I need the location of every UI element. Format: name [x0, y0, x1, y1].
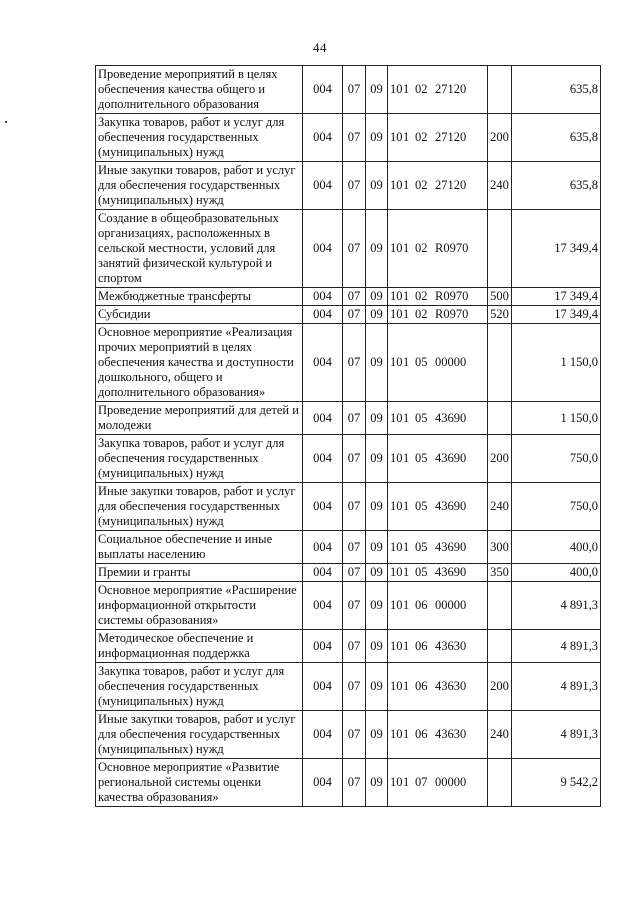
target-article-part: 1	[403, 355, 410, 369]
target-article-part: 05	[415, 539, 428, 554]
admin-code-cell: 004	[303, 114, 343, 162]
target-article-part: 00000	[435, 355, 467, 369]
expense-type-cell: 240	[488, 162, 512, 210]
margin-mark	[5, 121, 7, 123]
subsection-code-cell: 09	[366, 483, 388, 531]
target-article-part: 1	[403, 289, 410, 303]
row-name-cell: Закупка товаров, работ и услуг для обеспечения государственных (муниципальных) нужд	[96, 435, 303, 483]
target-article-part: 10	[390, 565, 403, 579]
target-article-part: 05	[415, 410, 428, 425]
section-code-cell: 07	[343, 483, 366, 531]
table-row	[96, 531, 601, 564]
expense-type-cell: 240	[488, 483, 512, 531]
subsection-code-cell: 09	[366, 435, 388, 483]
row-name-cell: Основное мероприятие «Реализация прочих мероприятий в целях обеспечения качества и доступности дошкольного, общего и дополнительного образования»	[96, 324, 303, 402]
target-article-cell	[388, 435, 488, 483]
target-article-part: 06	[415, 679, 428, 693]
row-name-cell: Основное мероприятие «Расширение информационной открытости системы образования»	[96, 582, 303, 630]
amount-cell: 4 891,3	[512, 663, 601, 711]
subsection-code-cell: 09	[366, 210, 388, 288]
table-body	[96, 66, 601, 807]
table-row	[96, 630, 601, 663]
table-row	[96, 663, 601, 711]
admin-code-cell: 004	[303, 288, 343, 306]
target-article-part: 1	[403, 451, 410, 465]
table-row	[96, 114, 601, 162]
expense-type-cell: 200	[488, 663, 512, 711]
target-article-cell	[388, 531, 488, 564]
target-article-part: 02	[415, 307, 428, 321]
expense-type-cell: 300	[488, 531, 512, 564]
target-article-part: 10	[390, 241, 403, 255]
amount-cell: 635,8	[512, 114, 601, 162]
target-article-cell	[388, 564, 488, 582]
target-article-part: 10	[390, 679, 403, 693]
expense-type-cell: 500	[488, 288, 512, 306]
row-name-cell: Закупка товаров, работ и услуг для обеспечения государственных (муниципальных) нужд	[96, 663, 303, 711]
row-name-cell: Межбюджетные трансферты	[96, 288, 303, 306]
target-article-part: 43690	[435, 410, 467, 425]
section-code-cell: 07	[343, 210, 366, 288]
expense-type-cell: 200	[488, 435, 512, 483]
table-row	[96, 564, 601, 582]
target-article-part: 05	[415, 499, 428, 513]
target-article-part: R0970	[435, 241, 469, 255]
subsection-code-cell: 09	[366, 324, 388, 402]
target-article-part: 43690	[435, 499, 467, 513]
section-code-cell: 07	[343, 663, 366, 711]
admin-code-cell: 004	[303, 630, 343, 663]
target-article-cell	[388, 759, 488, 807]
target-article-part: 10	[390, 355, 403, 369]
table-row	[96, 162, 601, 210]
target-article-part: 1	[403, 727, 410, 741]
target-article-part: 02	[415, 82, 428, 96]
target-article-part: 10	[390, 410, 403, 425]
row-name-cell: Иные закупки товаров, работ и услуг для обеспечения государственных (муниципальных) нужд	[96, 162, 303, 210]
table-row	[96, 66, 601, 114]
row-name-cell: Проведение мероприятий в целях обеспечения качества общего и дополнительного образования	[96, 66, 303, 114]
amount-cell: 17 349,4	[512, 288, 601, 306]
section-code-cell: 07	[343, 324, 366, 402]
subsection-code-cell: 09	[366, 162, 388, 210]
target-article-part: 1	[403, 679, 410, 693]
target-article-part: 43690	[435, 539, 467, 554]
target-article-part: 02	[415, 178, 428, 192]
target-article-cell	[388, 210, 488, 288]
target-article-part: 10	[390, 727, 403, 741]
target-article-cell	[388, 483, 488, 531]
subsection-code-cell: 09	[366, 711, 388, 759]
target-article-part: R0970	[435, 307, 469, 321]
target-article-part: 1	[403, 82, 410, 96]
admin-code-cell: 004	[303, 483, 343, 531]
target-article-cell	[388, 663, 488, 711]
subsection-code-cell: 09	[366, 66, 388, 114]
target-article-part: 1	[403, 539, 410, 554]
target-article-part: 1	[403, 307, 410, 321]
table-row	[96, 582, 601, 630]
expense-type-cell: 520	[488, 306, 512, 324]
table-row	[96, 435, 601, 483]
budget-table	[95, 65, 601, 807]
target-article-part: 00000	[435, 775, 467, 789]
expense-type-cell	[488, 630, 512, 663]
target-article-cell	[388, 162, 488, 210]
table-row	[96, 288, 601, 306]
table-row	[96, 711, 601, 759]
target-article-part: 05	[415, 451, 428, 465]
expense-type-cell: 200	[488, 114, 512, 162]
admin-code-cell: 004	[303, 306, 343, 324]
target-article-part: 27120	[435, 178, 467, 192]
admin-code-cell: 004	[303, 759, 343, 807]
row-name-cell: Премии и гранты	[96, 564, 303, 582]
target-article-part: 10	[390, 451, 403, 465]
admin-code-cell: 004	[303, 435, 343, 483]
subsection-code-cell: 09	[366, 402, 388, 435]
target-article-part: 07	[415, 775, 428, 789]
target-article-part: 06	[415, 727, 428, 741]
row-name-cell: Проведение мероприятий для детей и молодежи	[96, 402, 303, 435]
expense-type-cell	[488, 210, 512, 288]
row-name-cell: Основное мероприятие «Развитие региональной системы оценки качества образования»	[96, 759, 303, 807]
admin-code-cell: 004	[303, 210, 343, 288]
subsection-code-cell: 09	[366, 663, 388, 711]
admin-code-cell: 004	[303, 66, 343, 114]
section-code-cell: 07	[343, 630, 366, 663]
amount-cell: 1 150,0	[512, 324, 601, 402]
admin-code-cell: 004	[303, 663, 343, 711]
section-code-cell: 07	[343, 288, 366, 306]
expense-type-cell: 350	[488, 564, 512, 582]
target-article-cell	[388, 66, 488, 114]
target-article-part: 10	[390, 178, 403, 192]
expense-type-cell	[488, 324, 512, 402]
target-article-part: 02	[415, 130, 428, 144]
row-name-cell: Социальное обеспечение и иные выплаты населению	[96, 531, 303, 564]
section-code-cell: 07	[343, 162, 366, 210]
target-article-part: 10	[390, 82, 403, 96]
table-row	[96, 324, 601, 402]
target-article-part: 27120	[435, 130, 467, 144]
section-code-cell: 07	[343, 66, 366, 114]
expense-type-cell	[488, 66, 512, 114]
target-article-cell	[388, 711, 488, 759]
target-article-part: 43690	[435, 565, 467, 579]
amount-cell: 9 542,2	[512, 759, 601, 807]
subsection-code-cell: 09	[366, 114, 388, 162]
amount-cell: 17 349,4	[512, 210, 601, 288]
target-article-part: 10	[390, 598, 403, 612]
target-article-part: 1	[403, 638, 410, 653]
admin-code-cell: 004	[303, 531, 343, 564]
subsection-code-cell: 09	[366, 306, 388, 324]
amount-cell: 400,0	[512, 531, 601, 564]
subsection-code-cell: 09	[366, 582, 388, 630]
expense-type-cell	[488, 759, 512, 807]
target-article-part: 00000	[435, 598, 467, 612]
target-article-part: 10	[390, 775, 403, 789]
section-code-cell: 07	[343, 531, 366, 564]
admin-code-cell: 004	[303, 564, 343, 582]
table-row	[96, 483, 601, 531]
amount-cell: 1 150,0	[512, 402, 601, 435]
target-article-part: 10	[390, 499, 403, 513]
admin-code-cell: 004	[303, 711, 343, 759]
target-article-part: 06	[415, 638, 428, 653]
expense-type-cell	[488, 582, 512, 630]
page-number: 44	[313, 40, 327, 55]
target-article-part: 1	[403, 565, 410, 579]
amount-cell: 635,8	[512, 162, 601, 210]
admin-code-cell: 004	[303, 324, 343, 402]
section-code-cell: 07	[343, 402, 366, 435]
section-code-cell: 07	[343, 582, 366, 630]
amount-cell: 400,0	[512, 564, 601, 582]
target-article-part: 43630	[435, 727, 467, 741]
target-article-part: 06	[415, 598, 428, 612]
expense-type-cell: 240	[488, 711, 512, 759]
target-article-part: 02	[415, 289, 428, 303]
amount-cell: 17 349,4	[512, 306, 601, 324]
target-article-part: 1	[403, 410, 410, 425]
amount-cell: 750,0	[512, 435, 601, 483]
target-article-part: 05	[415, 565, 428, 579]
target-article-part: 10	[390, 307, 403, 321]
target-article-part: 10	[390, 130, 403, 144]
section-code-cell: 07	[343, 564, 366, 582]
target-article-part: 1	[403, 241, 410, 255]
target-article-part: 10	[390, 638, 403, 653]
table-row	[96, 402, 601, 435]
target-article-part: 1	[403, 178, 410, 192]
admin-code-cell: 004	[303, 582, 343, 630]
row-name-cell: Закупка товаров, работ и услуг для обеспечения государственных (муниципальных) нужд	[96, 114, 303, 162]
target-article-part: 1	[403, 598, 410, 612]
table-row	[96, 306, 601, 324]
admin-code-cell: 004	[303, 162, 343, 210]
row-name-cell: Субсидии	[96, 306, 303, 324]
amount-cell: 4 891,3	[512, 711, 601, 759]
row-name-cell: Методическое обеспечение и информационная поддержка	[96, 630, 303, 663]
target-article-cell	[388, 402, 488, 435]
target-article-part: 43690	[435, 451, 467, 465]
target-article-cell	[388, 114, 488, 162]
target-article-part: 1	[403, 499, 410, 513]
subsection-code-cell: 09	[366, 630, 388, 663]
target-article-cell	[388, 630, 488, 663]
section-code-cell: 07	[343, 759, 366, 807]
target-article-part: 43630	[435, 679, 467, 693]
amount-cell: 4 891,3	[512, 582, 601, 630]
target-article-part: 02	[415, 241, 428, 255]
target-article-part: 27120	[435, 82, 467, 96]
target-article-cell	[388, 582, 488, 630]
row-name-cell: Иные закупки товаров, работ и услуг для обеспечения государственных (муниципальных) нужд	[96, 483, 303, 531]
target-article-part: 05	[415, 355, 428, 369]
row-name-cell: Создание в общеобразовательных организациях, расположенных в сельской местности, условий для занятий физической культурой и спортом	[96, 210, 303, 288]
expense-type-cell	[488, 402, 512, 435]
amount-cell: 635,8	[512, 66, 601, 114]
subsection-code-cell: 09	[366, 531, 388, 564]
target-article-part: 10	[390, 539, 403, 554]
target-article-part: R0970	[435, 289, 469, 303]
row-name-cell: Иные закупки товаров, работ и услуг для обеспечения государственных (муниципальных) нужд	[96, 711, 303, 759]
subsection-code-cell: 09	[366, 759, 388, 807]
amount-cell: 4 891,3	[512, 630, 601, 663]
target-article-part: 10	[390, 289, 403, 303]
section-code-cell: 07	[343, 711, 366, 759]
amount-cell: 750,0	[512, 483, 601, 531]
target-article-cell	[388, 324, 488, 402]
subsection-code-cell: 09	[366, 564, 388, 582]
subsection-code-cell: 09	[366, 288, 388, 306]
target-article-cell	[388, 306, 488, 324]
section-code-cell: 07	[343, 306, 366, 324]
target-article-part: 43630	[435, 638, 467, 653]
table-row	[96, 210, 601, 288]
target-article-part: 1	[403, 130, 410, 144]
section-code-cell: 07	[343, 114, 366, 162]
admin-code-cell: 004	[303, 402, 343, 435]
table-row	[96, 759, 601, 807]
target-article-part: 1	[403, 775, 410, 789]
section-code-cell: 07	[343, 435, 366, 483]
target-article-cell	[388, 288, 488, 306]
